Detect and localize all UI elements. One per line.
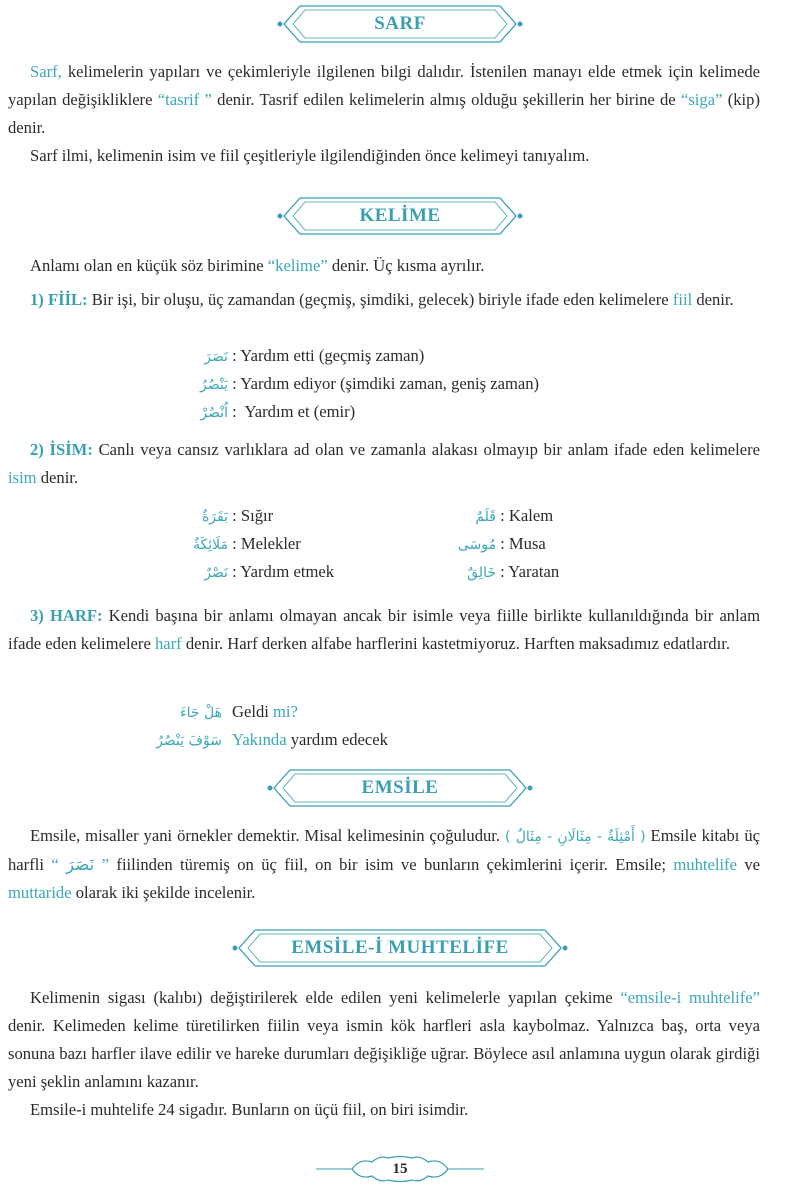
term-fiil: fiil: [672, 290, 693, 309]
section-title: KELİME: [359, 205, 441, 226]
text: Anlamı olan en küçük söz birimine: [30, 256, 268, 275]
subheading-harf: 3) HARF:: [30, 606, 103, 625]
text: Bir işi, bir oluşu, üç zamandan (geçmiş, şimdiki, gelecek) biriyle ifade eden kelimelere: [87, 290, 673, 309]
term-mi: mi?: [273, 702, 298, 721]
arabic-word: يَنْصُرُ: [200, 377, 228, 393]
text: Canlı veya cansız varlıklara ad olan ve zamanla alakası olmayıp bir anlam ifade eden kelimelere: [92, 440, 760, 459]
section-title: EMSİLE-İ MUHTELİFE: [291, 937, 509, 958]
term-kelime: “kelime”: [267, 256, 328, 275]
example-row: [410, 558, 559, 586]
example-row: [410, 530, 546, 558]
translation: Yardım etti (geçmiş zaman): [240, 346, 425, 365]
text: fiilinden türemiş on üç fiil, on bir isim ve bunların çekimlerini içerir. Emsile;: [109, 855, 674, 874]
term-yakinda: Yakında: [232, 730, 287, 749]
separator: :: [496, 562, 509, 581]
example-row: [140, 502, 273, 530]
translation: Yardım etmek: [240, 562, 335, 581]
text: denir. Harf derken alfabe harflerini kastetmiyoruz. Harften maksadımız edatlardır.: [181, 634, 730, 653]
separator: :: [228, 506, 241, 525]
translation: Yardım et (emir): [244, 402, 356, 421]
text: denir. Kelimeden kelime türetilirken fiilin veya ismin kök harfleri asla kaybolmaz. Yalnızca baş, orta veya sonuna bazı harfler ilave edilir ve hareke durumları değişikliğe uğrar. Böylece asıl anlamına uygun olarak girdiği yeni şeklin anlamını kazanır.: [8, 1016, 760, 1091]
example-row: [110, 726, 388, 754]
separator: :: [228, 402, 245, 421]
section-title: EMSİLE: [361, 777, 439, 798]
arabic-word: مُوسَى: [457, 537, 496, 553]
paragraph-isim: [8, 436, 760, 492]
separator: :: [496, 534, 509, 553]
section-header-sarf: [0, 2, 800, 46]
section-header-kelime: [0, 194, 800, 238]
text: (kip) denir.: [8, 90, 760, 137]
arabic-word: خَالِقٌ: [467, 565, 496, 581]
text: denir. Üç kısma ayrılır.: [327, 256, 485, 275]
translation: Sığır: [240, 506, 274, 525]
term-tasrif: “tasrif ”: [157, 90, 212, 109]
separator: :: [496, 506, 509, 525]
subheading-fiil: 1) FİİL:: [30, 290, 88, 309]
text: kelimelerin yapıları ve çekimleriyle ilgilenen bilgi dalıdır. İstenilen manayı elde etmek için kelimede yapılan değişikliklere: [8, 62, 760, 109]
text: Geldi: [232, 702, 274, 721]
paragraph-sarf-definition: [8, 58, 760, 142]
separator: :: [228, 346, 241, 365]
example-row: [140, 342, 640, 370]
term-nasara: “ نَصَرَ ”: [51, 855, 110, 874]
example-row: [110, 698, 298, 726]
separator: :: [228, 562, 241, 581]
text: Kendi başına bir anlamı olmayan ancak bir isimle veya fiille birlikte kullanıldığında bir anlam ifade eden kelimelere: [8, 606, 760, 653]
arabic-word: مَلَائِكَةٌ: [193, 537, 228, 553]
paragraph-harf: [8, 602, 760, 658]
term-harf: harf: [154, 634, 182, 653]
arabic-word: نَصَرَ: [204, 349, 228, 365]
page-number-ornament: [0, 1152, 800, 1186]
text: olarak iki şekilde incelenir.: [71, 883, 256, 902]
term-isim: isim: [8, 468, 37, 487]
translation: Melekler: [240, 534, 301, 553]
term-muttaride: muttaride: [8, 883, 72, 902]
text: Kelimenin sigası (kalıbı) değiştirilerek elde edilen yeni kelimelerle yapılan çekime: [30, 988, 621, 1007]
paragraph-muhtelife-count: Emsile-i muhtelife 24 sigadır. Bunların on üçü fiil, on biri isimdir.: [30, 1100, 469, 1119]
text: Emsile kitabı üç harfli: [8, 826, 760, 874]
arabic-word: اُنْصُرْ: [200, 405, 228, 421]
section-title: SARF: [374, 13, 426, 34]
term-siga: “siga”: [680, 90, 723, 109]
separator: :: [228, 374, 241, 393]
term-muhtelife: muhtelife: [673, 855, 737, 874]
text: yardım edecek: [286, 730, 388, 749]
arabic-phrase: سَوْفَ يَنْصُرُ: [156, 733, 222, 749]
example-row: [140, 398, 640, 426]
example-row: [140, 370, 640, 398]
text: denir.: [692, 290, 734, 309]
translation: Musa: [508, 534, 546, 553]
separator: :: [228, 534, 241, 553]
term-emsile-i-muhtelife: “emsile-i muhtelife”: [620, 988, 760, 1007]
text: Emsile, misaller yani örnekler demektir. Misal kelimesinin çoğuludur.: [30, 826, 505, 845]
example-row: [140, 558, 334, 586]
arabic-word: بَقَرَةٌ: [201, 509, 228, 525]
text: denir.: [36, 468, 79, 487]
arabic-word: قَلَمٌ: [475, 509, 496, 525]
section-header-emsile: [0, 766, 800, 810]
paragraph-muhtelife: [8, 984, 760, 1096]
translation: Yardım ediyor (şimdiki zaman, geniş zaman): [240, 374, 540, 393]
text: denir. Tasrif edilen kelimelerin almış olduğu şekillerin her birine de: [211, 90, 681, 109]
translation: Yaratan: [508, 562, 560, 581]
paragraph-fiil: [8, 286, 760, 314]
paragraph-kelime-intro: [8, 252, 760, 280]
paragraph-emsile: [8, 822, 760, 907]
translation: Kalem: [508, 506, 554, 525]
text: ve: [736, 855, 761, 874]
page-number: 15: [392, 1161, 408, 1177]
term-sarf: Sarf,: [30, 62, 62, 81]
subheading-isim: 2) İSİM:: [30, 440, 93, 459]
example-row: [410, 502, 553, 530]
arabic-plural-forms: ( أَمْثِلَةٌ - مِثَالَانِ - مِثَالٌ ): [504, 829, 646, 845]
arabic-word: نَصْرٌ: [204, 565, 228, 581]
arabic-phrase: هَلْ جَاءَ: [180, 705, 222, 721]
example-row: [140, 530, 301, 558]
paragraph-sarf-intro: Sarf ilmi, kelimenin isim ve fiil çeşitleriyle ilgilendiğinden önce kelimeyi tanıyalım.: [30, 146, 590, 165]
section-header-muhtelife: [0, 926, 800, 970]
